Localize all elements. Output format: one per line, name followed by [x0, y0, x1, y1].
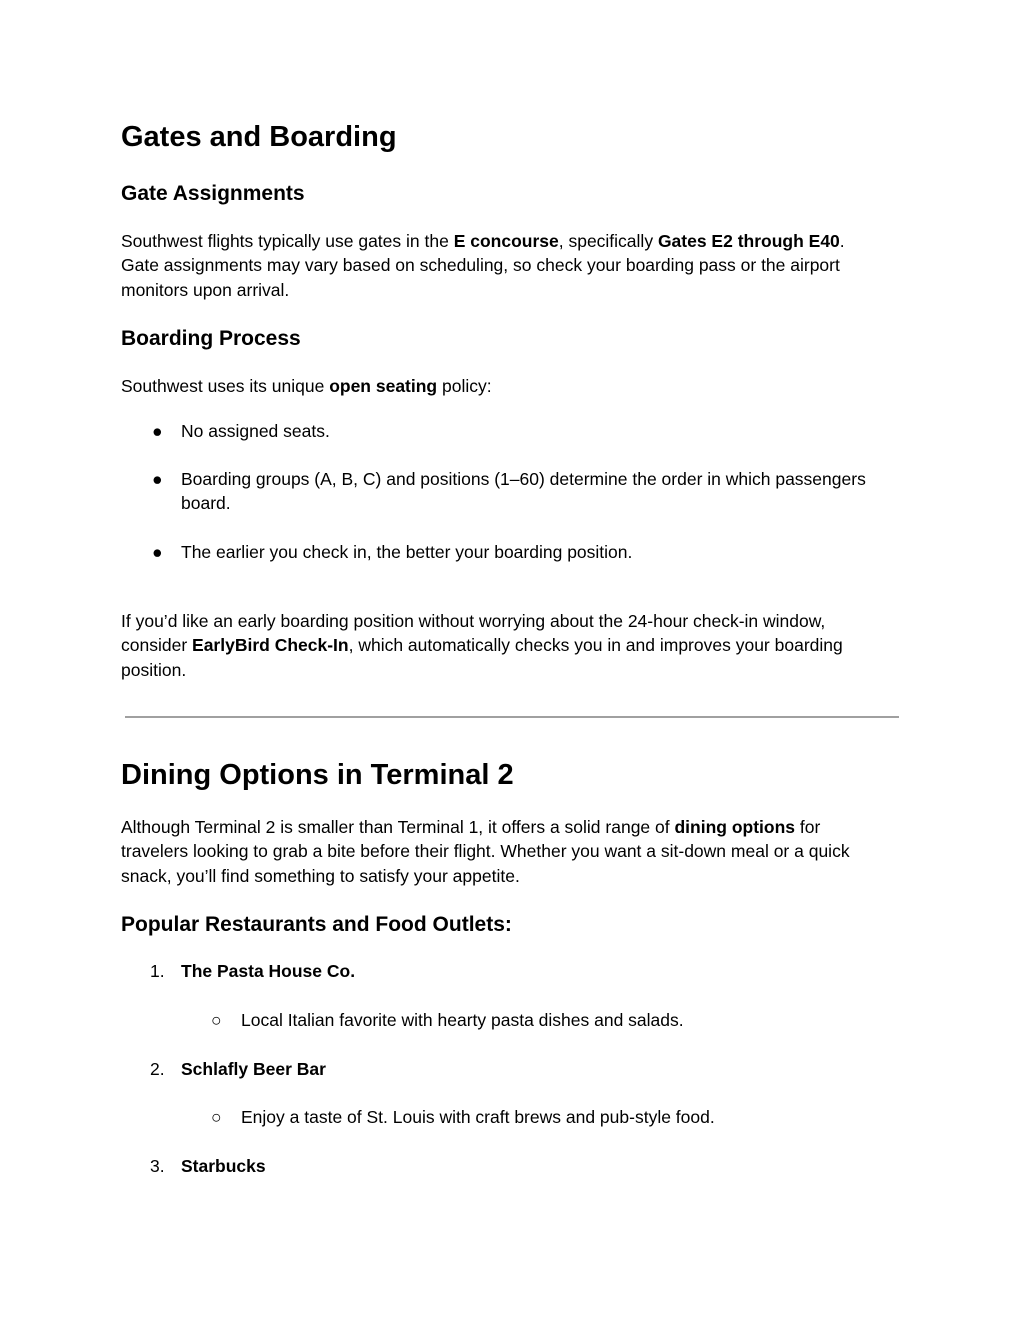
text-run: policy:: [437, 376, 492, 396]
text-run: consider: [121, 635, 193, 656]
hollow-bullet-icon: ○: [211, 1107, 222, 1127]
restaurant-name: Starbucks: [181, 1156, 266, 1176]
bullet-icon: ●: [152, 542, 163, 562]
boarding-intro: [121, 374, 492, 398]
text-run: .: [839, 231, 845, 251]
page-title: Gates and Boarding: [121, 121, 397, 153]
dining-intro-paragraph: [121, 815, 911, 888]
text-run: , which automatically checks you in and improves your boarding: [348, 635, 843, 656]
text-run: Gate assignments may vary based on scheduling, so check your boarding pass or the airport: [121, 255, 840, 276]
bullet-item: No assigned seats.: [181, 421, 330, 441]
bullet-item: Boarding groups (A, B, C) and positions (1–60) determine the order in which passengers: [181, 469, 866, 489]
restaurant-description: Enjoy a taste of St. Louis with craft brews and pub-style food.: [241, 1107, 715, 1127]
bullet-item: The earlier you check in, the better your boarding position.: [181, 542, 633, 562]
gate-assignments-paragraph: [121, 229, 911, 302]
horizontal-divider: [125, 716, 899, 718]
text-run: , specifically: [558, 231, 658, 251]
bold-text: Gates E2 through E40: [657, 231, 840, 251]
restaurant-name: Schlafly Beer Bar: [181, 1059, 326, 1079]
list-number: 1.: [150, 961, 165, 981]
text-run: monitors upon arrival.: [121, 279, 290, 300]
hollow-bullet-icon: ○: [211, 1010, 222, 1030]
text-run: travelers looking to grab a bite before their flight. Whether you want a sit-down meal or a quick: [121, 841, 850, 862]
bold-text: E concourse: [453, 231, 559, 251]
bold-text: EarlyBird Check-In: [192, 635, 349, 656]
bullet-icon: ●: [152, 469, 163, 489]
bullet-icon: ●: [152, 421, 163, 441]
restaurants-heading: Popular Restaurants and Food Outlets:: [121, 913, 512, 936]
text-run: Southwest uses its unique: [121, 376, 330, 396]
bold-text: dining options: [674, 817, 796, 837]
text-run: for: [795, 817, 821, 837]
restaurant-description: Local Italian favorite with hearty pasta dishes and salads.: [241, 1010, 684, 1030]
section-title-dining: Dining Options in Terminal 2: [121, 759, 514, 791]
boarding-process-heading: Boarding Process: [121, 327, 301, 350]
text-run: snack, you’ll find something to satisfy your appetite.: [121, 865, 520, 886]
gate-assignments-heading: Gate Assignments: [121, 182, 305, 205]
list-number: 3.: [150, 1156, 165, 1176]
text-run: Southwest flights typically use gates in the: [121, 231, 454, 251]
bold-text: open seating: [329, 376, 438, 396]
bullet-item-continuation: board.: [181, 493, 231, 513]
text-run: Although Terminal 2 is smaller than Terminal 1, it offers a solid range of: [121, 817, 675, 837]
list-number: 2.: [150, 1059, 165, 1079]
restaurant-name: The Pasta House Co.: [181, 961, 356, 981]
text-run: position.: [121, 659, 187, 680]
earlybird-paragraph: [121, 609, 911, 682]
text-run: If you’d like an early boarding position without worrying about the 24-hour check-in window,: [121, 611, 826, 631]
